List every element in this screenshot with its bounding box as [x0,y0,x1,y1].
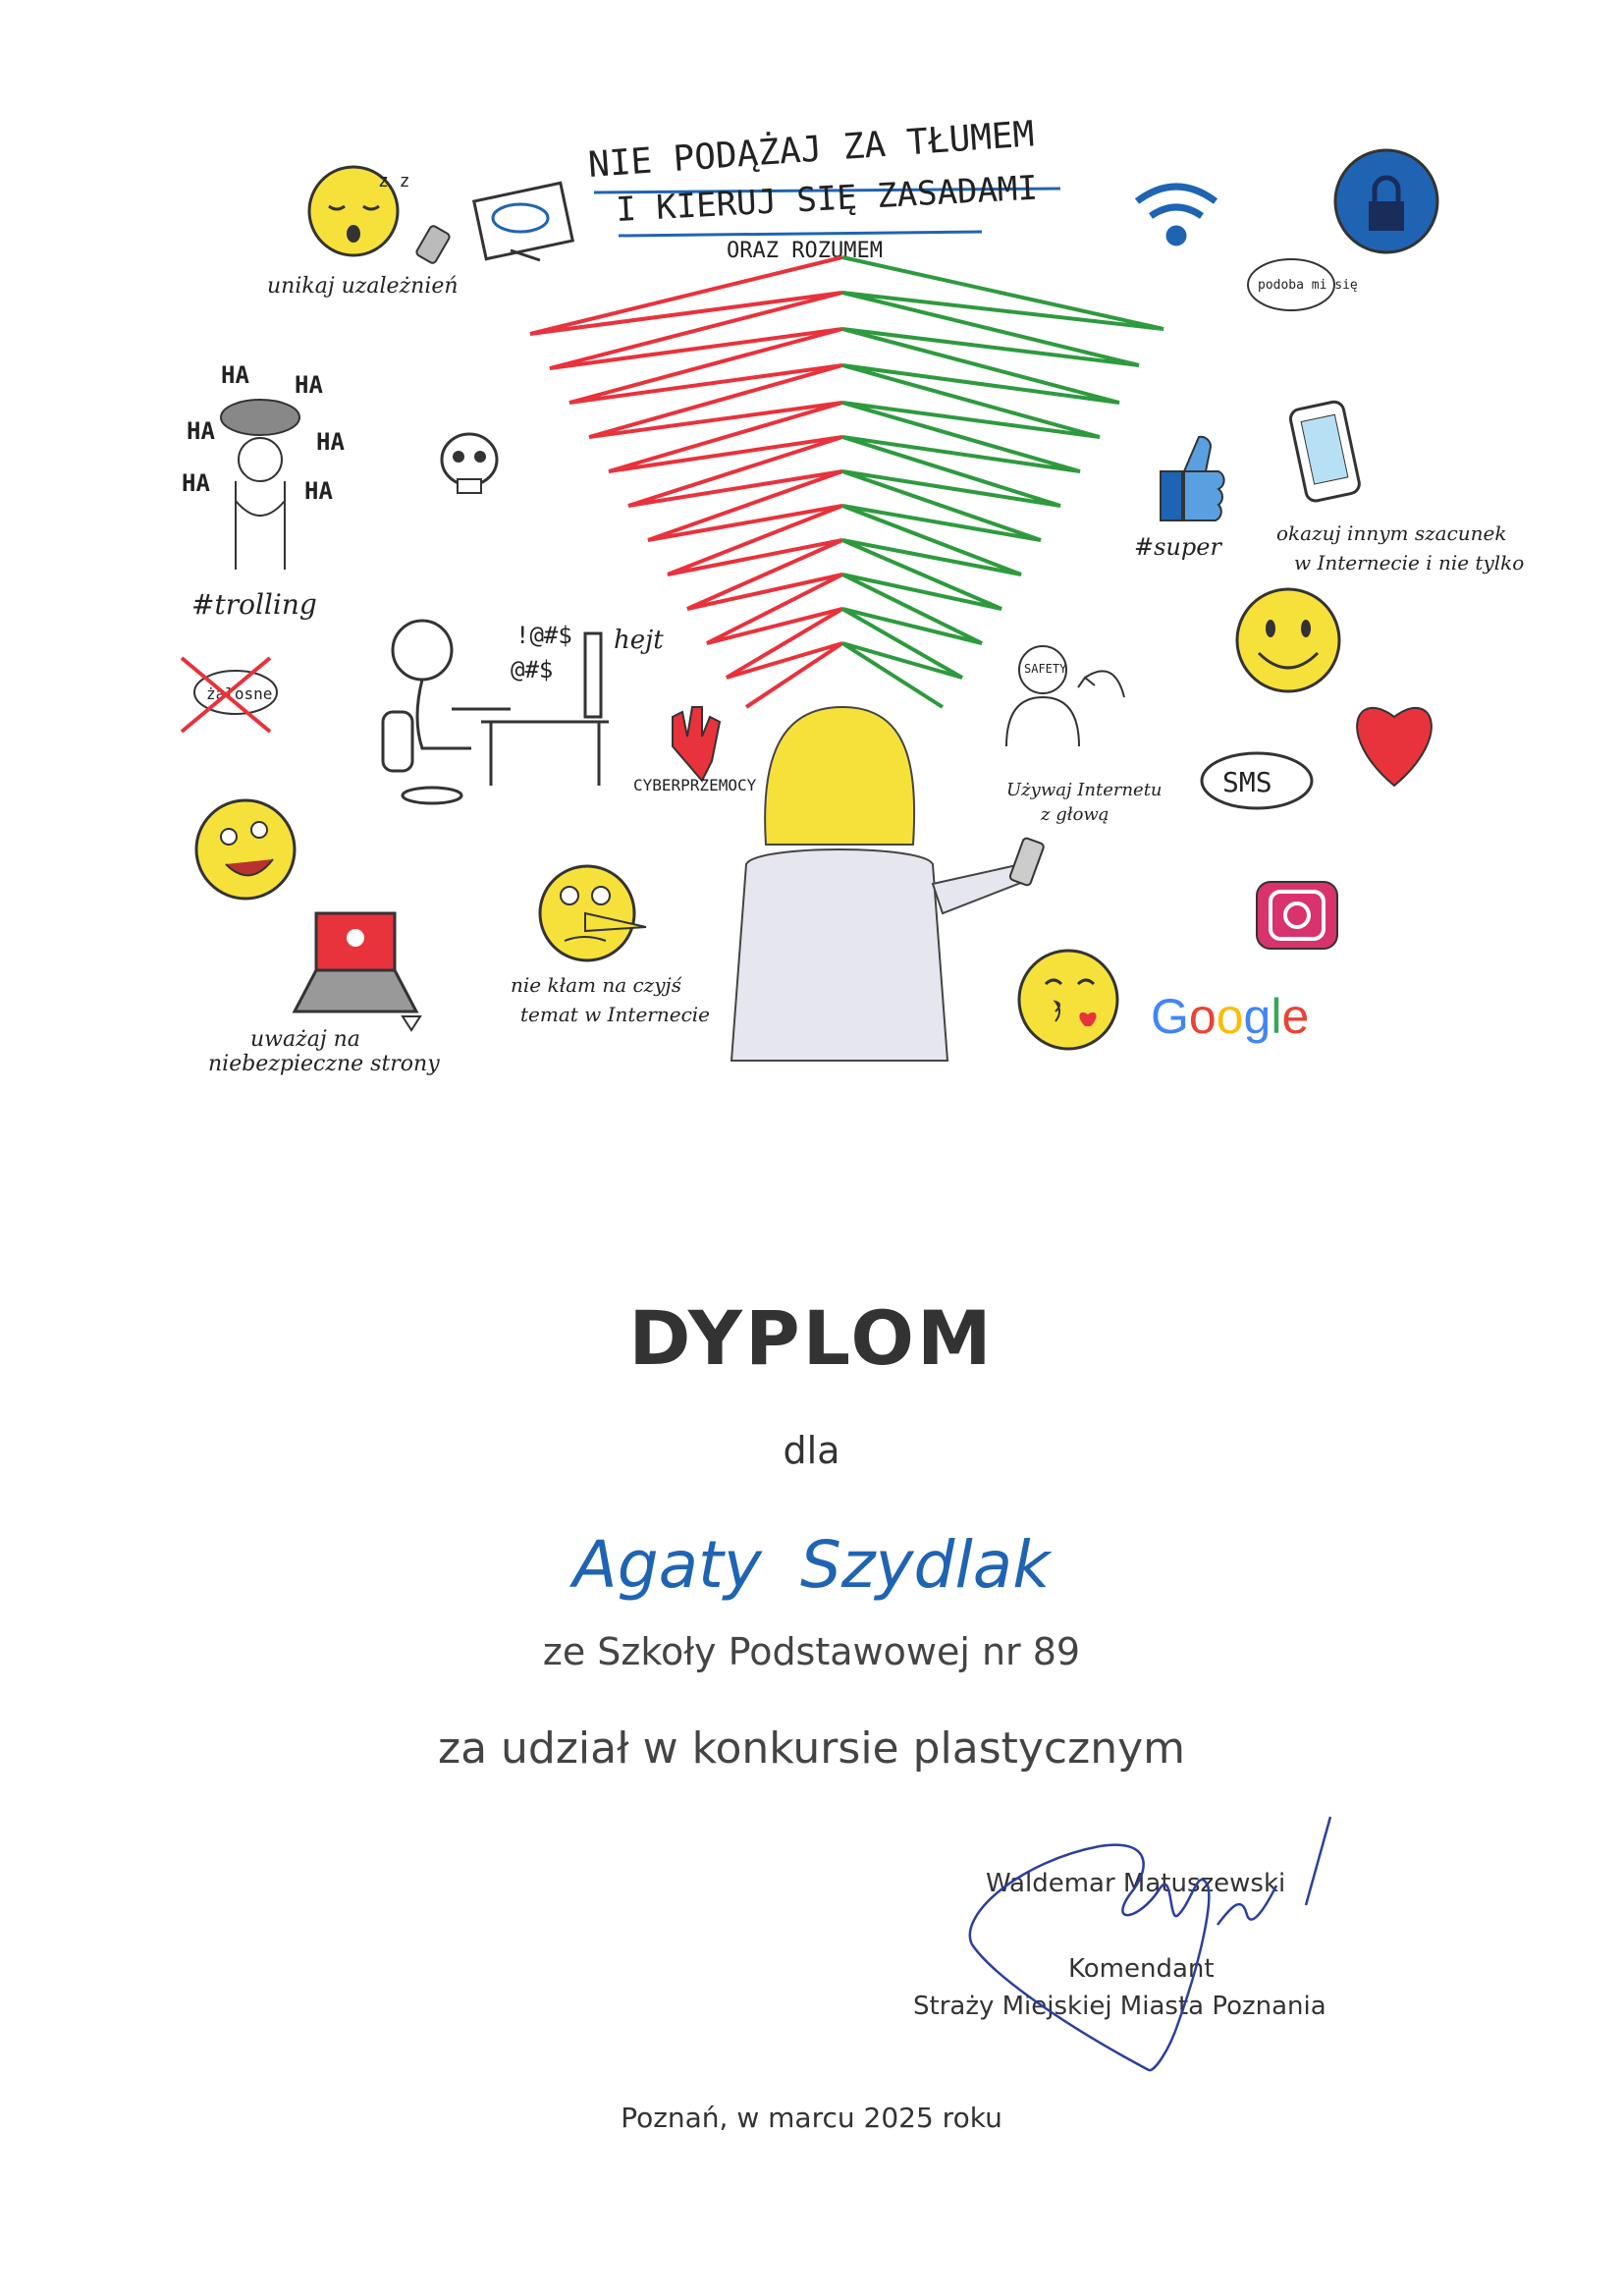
like-it-label: podoba mi się [1258,278,1358,293]
crossed-bubble-icon [182,658,277,732]
heart-icon [1357,708,1432,786]
dont-lie-label-1: nie kłam na czyjś [511,973,681,997]
respect-label-1: okazuj innym szacunek [1276,521,1507,545]
header-line3: ORAZ ROZUMEM [727,239,883,263]
cyber-violence-label: CYBERPRZEMOCY [633,776,757,794]
svg-text:HA: HA [221,361,249,389]
monitor-icon [474,183,573,260]
use-internet-label-1: Używaj Internetu [1006,780,1163,800]
signer-name: Waldemar Matuszewski [986,1869,1286,1898]
lying-emoji-icon [540,866,646,960]
drawing-artwork [0,0,1623,1110]
use-internet-label-2: z głową [1041,804,1109,825]
safety-label: SAFETY [1024,662,1067,676]
thumbs-up-icon [1161,437,1224,520]
header-line1: NIE PODĄŻAJ ZA TŁUMEM [586,114,1036,186]
glove-icon [673,707,720,781]
symbols-label-1: !@#$ [515,622,572,649]
respect-label-2: w Internecie i nie tylko [1294,551,1525,574]
place-and-date: Poznań, w marcu 2025 roku [621,2102,1002,2134]
super-label: #super [1134,533,1221,561]
hate-label: hejt [614,626,664,655]
instagram-icon [1257,882,1337,949]
lock-icon [1335,150,1437,252]
sms-label: SMS [1222,766,1272,798]
diploma-title: DYPLOM [628,1294,995,1382]
smiley-emoji-icon [1237,589,1339,691]
triangle-icon [403,1016,420,1030]
svg-text:HA: HA [316,428,345,456]
award-reason: za udział w konkursie plastycznym [437,1723,1186,1774]
school-name: ze Szkoły Podstawowej nr 89 [542,1630,1081,1673]
svg-text:HA: HA [187,417,215,445]
crying-person-figure [221,400,299,570]
dont-lie-label-2: temat w Internecie [520,1003,710,1026]
google-logo: Google [1151,989,1310,1044]
speech-bubble-icon [1248,259,1358,310]
svg-text:HA: HA [295,371,323,399]
beware-label-2: niebezpieczne strony [208,1052,440,1076]
diploma-for-label: dla [783,1429,840,1472]
beware-label-1: uważaj na [250,1027,360,1052]
pathetic-label: żałosne [206,684,273,703]
phone-character-icon [1289,400,1362,502]
skull-icon [442,434,497,493]
avoid-addiction-label: unikaj uzależnień [267,274,459,299]
laptop-warning-icon [295,913,416,1011]
sleepy-emoji-icon [309,167,410,255]
signer-role: Komendant [1068,1954,1215,1984]
svg-text:HA: HA [182,469,210,497]
trolling-label: #trolling [191,588,317,621]
person-figure [731,707,1045,1061]
laughing-emoji-icon [196,800,295,899]
svg-text:z z: z z [378,171,410,191]
header-line2: I KIERUJ SIĘ ZASADAMI [615,168,1039,230]
signer-organization: Straży Miejskiej Miasta Poznania [913,1992,1326,2021]
wifi-icon [1137,187,1216,243]
kissing-emoji-icon [1019,951,1117,1049]
recipient-name: Agaty Szydlak [572,1527,1051,1603]
svg-text:HA: HA [304,477,333,505]
person-at-computer-figure [383,621,609,803]
symbols-label-2: @#$ [511,656,554,683]
sms-bubble-icon [1202,753,1312,808]
